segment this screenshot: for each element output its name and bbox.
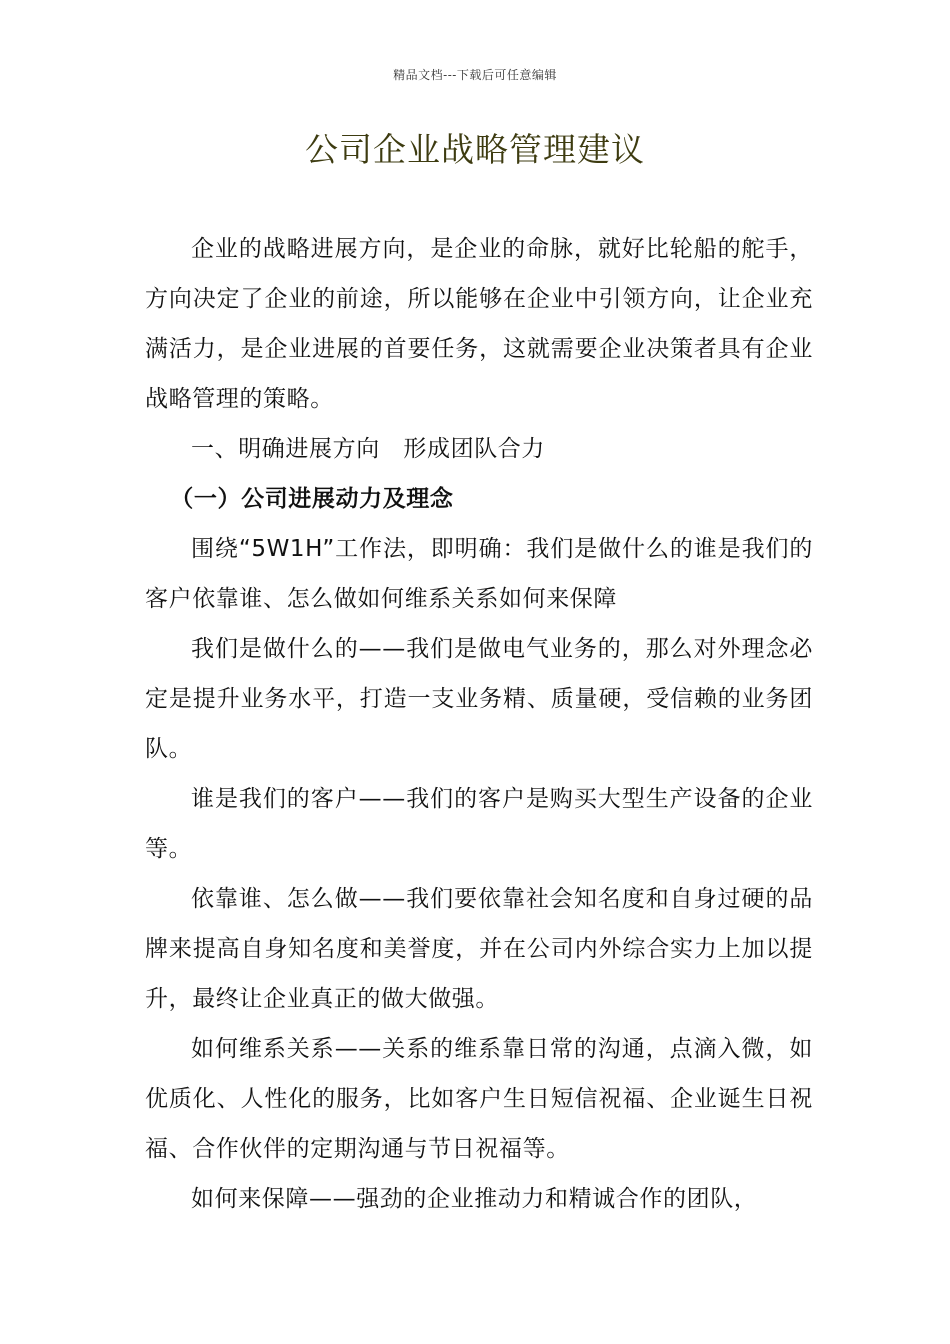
document-body — [145, 224, 813, 1224]
paragraph-intro: 企业的战略进展方向，是企业的命脉，就好比轮船的舵手，方向决定了企业的前途，所以能够在企业中引领方向，让企业充满活力，是企业进展的首要任务，这就需要企业决策者具有企业战略管理的策略。 — [145, 236, 813, 412]
paragraph-what-we-do: 我们是做什么的——我们是做电气业务的，那么对外理念必定是提升业务水平，打造一支业务精、质量硬，受信赖的业务团队。 — [145, 636, 813, 762]
paragraph-5w1h: 围绕“5W1H”工作法，即明确：我们是做什么的谁是我们的客户依靠谁、怎么做如何维系关系如何来保障 — [145, 536, 813, 612]
paragraph-guarantee: 如何来保障——强劲的企业推动力和精诚合作的团队， — [191, 1186, 758, 1212]
paragraph-relations: 如何维系关系——关系的维系靠日常的沟通，点滴入微，如优质化、人性化的服务，比如客户生日短信祝福、企业诞生日祝福、合作伙伴的定期沟通与节日祝福等。 — [145, 1036, 813, 1162]
page-header: 精品文档---下载后可任意编辑 — [393, 68, 557, 82]
paragraph-customers: 谁是我们的客户——我们的客户是购买大型生产设备的企业等。 — [145, 786, 813, 862]
document-title: 公司企业战略管理建议 — [305, 130, 645, 169]
paragraph-how: 依靠谁、怎么做——我们要依靠社会知名度和自身过硬的品牌来提高自身知名度和美誉度，并在公司内外综合实力上加以提升，最终让企业真正的做大做强。 — [145, 886, 813, 1012]
subsection-heading-1: （一）公司进展动力及理念 — [170, 486, 454, 512]
section-heading-1: 一、明确进展方向 形成团队合力 — [191, 436, 545, 462]
